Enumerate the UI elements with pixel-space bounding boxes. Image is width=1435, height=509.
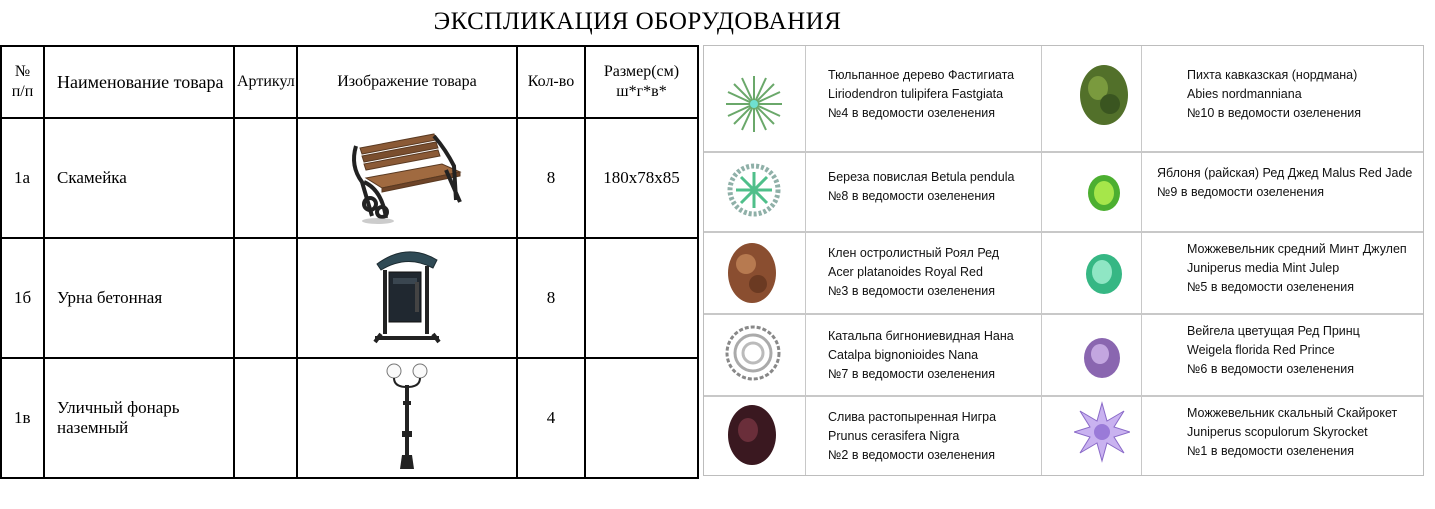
col-header-image: Изображение товара	[297, 46, 517, 118]
row-article	[234, 118, 297, 238]
plum-icon	[724, 402, 780, 473]
equipment-table	[0, 45, 699, 479]
starburst-icon	[724, 74, 784, 139]
green-circle-icon	[1086, 173, 1122, 218]
row-name: Скамейка	[44, 118, 234, 238]
plant-label: Вейгела цветущая Ред Принц Weigela florida Red Prince №6 в ведомости озеленения	[1187, 324, 1360, 376]
plant-label: Береза повислая Betula pendula №8 в ведомости озеленения	[828, 170, 1015, 203]
purple-blob-icon	[1082, 336, 1122, 385]
row-article	[234, 238, 297, 358]
plant-label: Можжевельник средний Минт Джулеп Juniperus media Mint Julep №5 в ведомости озеленения	[1187, 242, 1407, 294]
maple-icon	[724, 240, 780, 311]
violet-star-icon	[1074, 401, 1130, 468]
star-ring-icon	[726, 158, 782, 227]
row-num: 1б	[1, 238, 44, 358]
row-qty: 8	[517, 238, 585, 358]
mint-circle-icon	[1084, 252, 1124, 301]
row-num: 1а	[1, 118, 44, 238]
row-name: Урна бетонная	[44, 238, 234, 358]
col-header-size: Размер(см) ш*г*в*	[585, 46, 698, 118]
plant-label: Пихта кавказская (нордмана) Abies nordmanniana №10 в ведомости озеленения	[1187, 68, 1361, 120]
table-row	[1, 238, 698, 358]
plant-label: Можжевельник скальный Скайрокет Juniperus scopulorum Skyrocket №1 в ведомости озеленения	[1187, 406, 1398, 458]
row-article	[234, 358, 297, 478]
street-lamp-image	[297, 358, 517, 478]
plant-label: Катальпа бигнониевидная Нана Catalpa bignonioides Nana №7 в ведомости озеленения	[828, 329, 1014, 381]
col-header-name: Наименование товара	[44, 46, 234, 118]
plant-label: Яблоня (райская) Ред Джед Malus Red Jade №9 в ведомости озеленения	[1157, 166, 1413, 199]
col-header-num: № п/п	[1, 46, 44, 118]
plant-label: Клен остролистный Роял Ред Acer platanoides Royal Red №3 в ведомости озеленения	[828, 246, 1000, 298]
plant-label: Тюльпанное дерево Фастигиата Liriodendron tulipifera Fastgiata №4 в ведомости озеленения	[828, 68, 1015, 120]
plant-label: Слива растопыренная Нигра Prunus cerasifera Nigra №2 в ведомости озеленения	[828, 410, 997, 462]
gray-rings-icon	[724, 322, 782, 389]
table-row	[1, 358, 698, 478]
row-qty: 4	[517, 358, 585, 478]
row-qty: 8	[517, 118, 585, 238]
table-header-row	[1, 46, 698, 118]
bench-image	[297, 118, 517, 238]
row-size	[585, 358, 698, 478]
plants-legend	[703, 45, 1424, 476]
col-header-article: Артикул	[234, 46, 297, 118]
table-row	[1, 118, 698, 238]
row-size	[585, 238, 698, 358]
row-size: 180x78x85	[585, 118, 698, 238]
col-header-qty: Кол-во	[517, 46, 585, 118]
page-title: ЭКСПЛИКАЦИЯ ОБОРУДОВАНИЯ	[433, 8, 842, 35]
row-num: 1в	[1, 358, 44, 478]
conifer-icon	[1076, 62, 1132, 133]
trash-bin-image	[297, 238, 517, 358]
row-name: Уличный фонарь наземный	[44, 358, 234, 478]
